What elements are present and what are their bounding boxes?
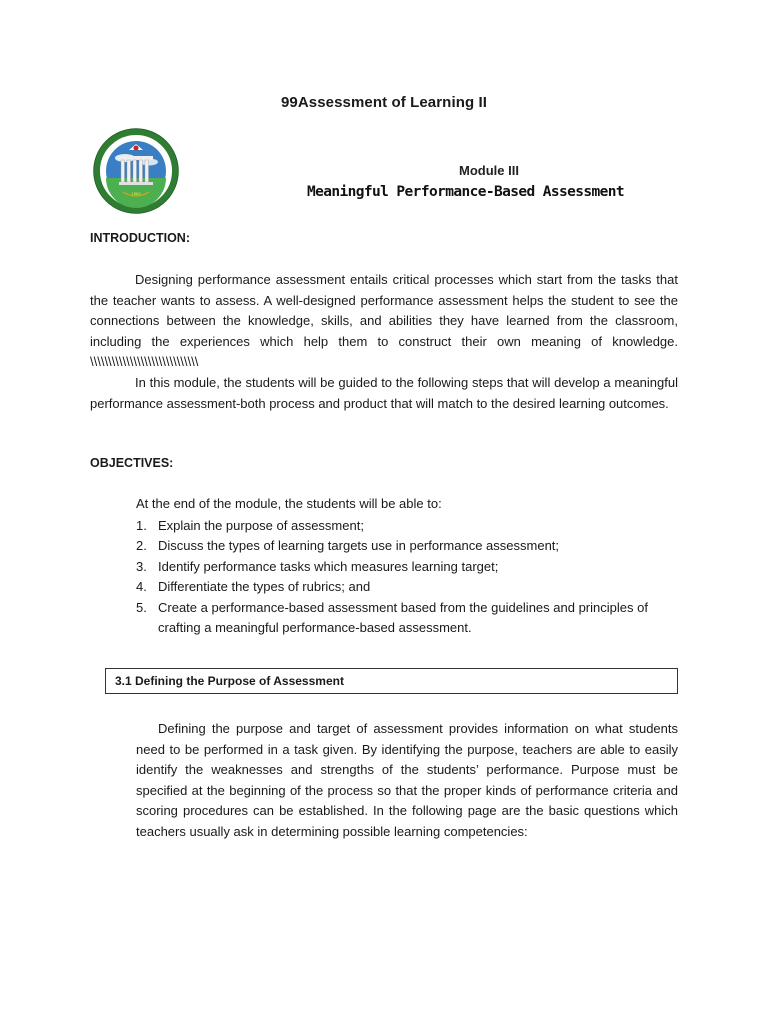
list-item	[136, 516, 678, 536]
section-heading-box	[105, 668, 678, 694]
list-item-number: 1.	[136, 518, 147, 533]
list-item-text: Differentiate the types of rubrics; and	[158, 579, 371, 595]
section-paragraph-text: Defining the purpose and target of assessment provides information on what students need to be performed in a task given. By identifying the purpose, teachers are able to easily identify the weaknesses and strengths of the students’ performance. Purpose must be specified at the beginning of the process so that the proper kinds of performance criteria and scoring procedures can be established. In the following page are the basic questions which teachers usually ask in determining possible learning competencies:	[136, 721, 678, 839]
objectives-intro: At the end of the module, the students will be able to:	[136, 496, 442, 511]
list-item-number: 3.	[136, 558, 147, 574]
module-label: Module III	[459, 163, 519, 178]
introduction-paragraph-2	[90, 373, 678, 414]
list-item-text: Discuss the types of learning targets use in performance assessment;	[158, 538, 560, 554]
list-item-text: Explain the purpose of assessment;	[158, 518, 364, 533]
introduction-paragraph-1-text: Designing performance assessment entails critical processes which start from the tasks that the teacher wants to assess. A well-designed performance assessment helps the student to see the connections between the knowledge, skills, and abilities they have learned from the classroom, including the experiences which help them to construct their own meaning of knowledge. \\\\\\\\\\\\\\\\\\\\\\\\\\\\\\	[90, 272, 678, 370]
list-item	[136, 557, 678, 577]
list-item-text: Create a performance-based assessment based from the guidelines and principles of crafting a meaningful performance-based assessment.	[158, 599, 648, 636]
svg-text:1963: 1963	[131, 191, 141, 196]
objectives-list	[136, 516, 678, 638]
introduction-heading: INTRODUCTION:	[90, 231, 190, 245]
section-title: 3.1 Defining the Purpose of Assessment	[115, 674, 344, 688]
document-title: 99Assessment of Learning II	[280, 94, 488, 111]
objectives-heading: OBJECTIVES:	[90, 456, 174, 470]
list-item-number: 2.	[136, 538, 147, 554]
list-item-number: 5.	[136, 599, 147, 615]
list-item	[136, 577, 678, 597]
list-item	[136, 536, 678, 556]
college-seal-icon	[93, 128, 179, 214]
introduction-paragraph-2-text: In this module, the students will be guided to the following steps that will develop a meaningful performance assessment-both process and product that will match to the desired learning outcomes.	[90, 375, 678, 411]
list-item	[136, 598, 678, 639]
section-paragraph	[136, 719, 678, 843]
list-item-text: Identify performance tasks which measures learning target;	[158, 558, 499, 574]
list-item-number: 4.	[136, 579, 147, 595]
introduction-paragraph-1	[90, 270, 678, 373]
module-subtitle: Meaningful Performance-Based Assessment	[307, 184, 625, 200]
